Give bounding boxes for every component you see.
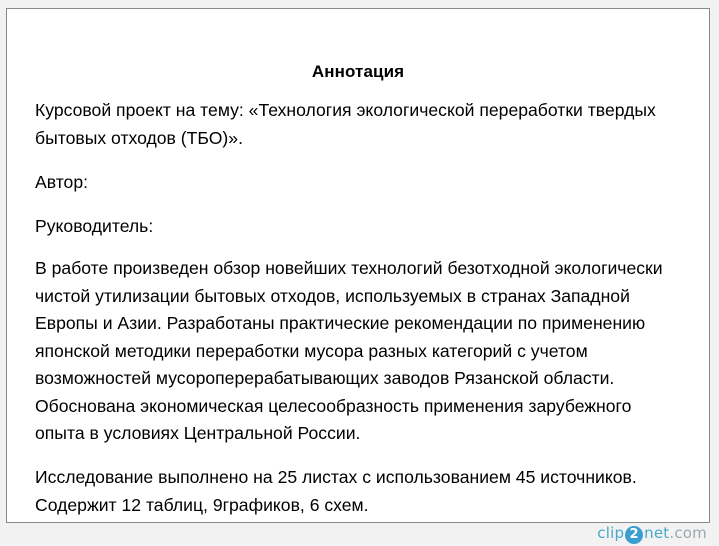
body-line-5: возможностей мусороперерабатывающих заводов Рязанской области. [35,368,615,388]
author-label: Автор: [35,172,89,192]
stats-line-1: Исследование выполнено на 25 листах с использованием 45 источников. [35,467,637,487]
document-title: Аннотация [311,62,405,81]
abstract-body-paragraph [35,255,703,448]
body-line-7: опыта в условиях Центральной России. [35,423,361,443]
stats-line-2: Содержит 12 таблиц, 9графиков, 6 схем. [35,494,369,515]
body-line-3: Европы и Азии. Разработаны практические рекомендации по применению [35,313,646,333]
supervisor-label: Руководитель: [35,216,154,236]
stats-paragraph [35,464,703,519]
watermark-logo-2: 2 [625,526,643,544]
watermark-text-clip: clip [597,524,625,542]
body-line-1: В работе произведен обзор новейших технологий безотходной экологически [35,258,663,278]
course-topic-paragraph [35,97,703,152]
body-line-4: японской методики переработки мусора разных категорий с учетом [35,340,588,361]
clip2net-watermark [597,524,707,544]
course-line-2: бытовых отходов (ТБО)». [35,127,243,148]
watermark-text-net: net [644,524,670,542]
watermark-text-com: .com [669,524,707,542]
body-line-2: чистой утилизации бытовых отходов, используемых в странах Западной [35,285,630,306]
course-line-1: Курсовой проект на тему: «Технология экологической переработки твердых [35,100,656,120]
document-page [6,8,710,523]
body-line-6: Обоснована экономическая целесообразность применения зарубежного [35,395,632,416]
